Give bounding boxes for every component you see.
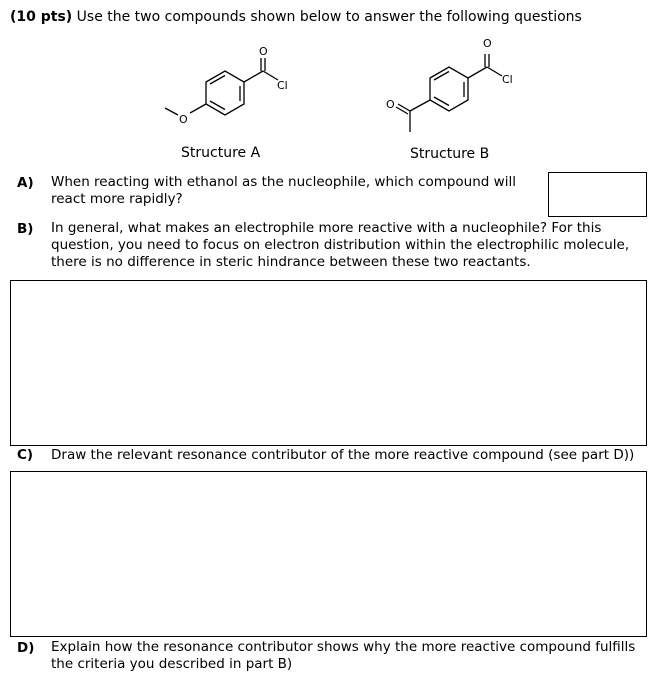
question-d-letter: D) bbox=[17, 640, 35, 656]
question-b-text: In general, what makes an electrophile more reactive with a nucleophile? For this question, you need to focus on electron distribution within the electrophilic molecule, there is no difference in steric hindrance between these two reactants. bbox=[51, 220, 630, 270]
structure-b-diagram bbox=[370, 32, 530, 137]
instruction-text: Use the two compounds shown below to answer the following questions bbox=[76, 9, 582, 25]
answer-b-input[interactable] bbox=[11, 281, 646, 445]
structure-a-chlorine: Cl bbox=[277, 79, 288, 92]
answer-c-box[interactable] bbox=[10, 471, 647, 637]
structure-a-label: Structure A bbox=[181, 145, 261, 161]
structure-a-diagram bbox=[158, 38, 298, 133]
structure-b-ketone-o: O bbox=[386, 98, 395, 111]
question-a-letter: A) bbox=[17, 175, 34, 191]
question-a-text: When reacting with ethanol as the nucleophile, which compound will react more rapidly? bbox=[51, 174, 516, 207]
answer-b-box[interactable] bbox=[10, 280, 647, 446]
question-header bbox=[10, 9, 582, 25]
structure-b-label: Structure B bbox=[410, 146, 490, 162]
points-label: (10 pts) bbox=[10, 9, 73, 25]
answer-a-input[interactable] bbox=[549, 173, 646, 216]
answer-a-box[interactable] bbox=[548, 172, 647, 217]
question-b-letter: B) bbox=[17, 221, 34, 237]
question-d-text: Explain how the resonance contributor shows why the more reactive compound fulfills the criteria you described in part B) bbox=[51, 639, 636, 672]
structure-b-chlorine: Cl bbox=[502, 73, 513, 86]
structure-a-ether-o: O bbox=[179, 113, 188, 126]
question-c-text: Draw the relevant resonance contributor of the more reactive compound (see part D)) bbox=[51, 447, 635, 463]
structure-a-carbonyl-o: O bbox=[259, 45, 268, 58]
question-c-letter: C) bbox=[17, 447, 34, 463]
structure-b-carbonyl-o: O bbox=[483, 37, 492, 50]
answer-c-input[interactable] bbox=[11, 472, 646, 636]
